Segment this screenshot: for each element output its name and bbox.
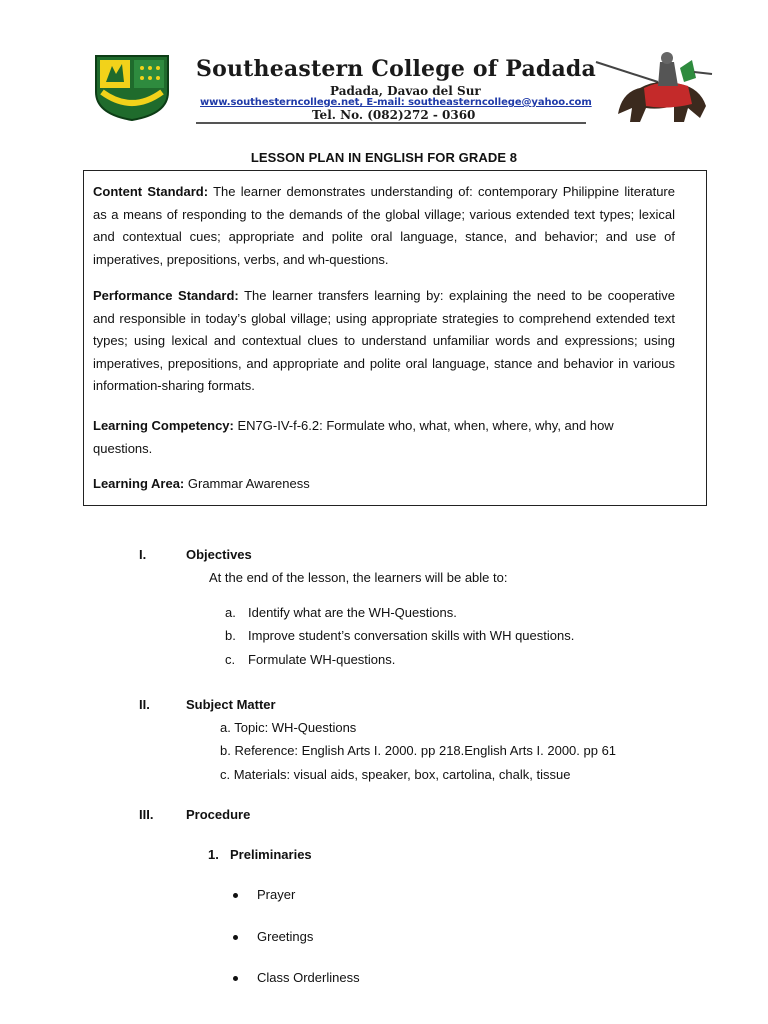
content-standard [93, 181, 675, 271]
preliminaries-number: 1. [208, 847, 219, 862]
preliminaries-heading: Preliminaries [230, 847, 312, 862]
bullet-icon [233, 893, 238, 898]
objectives-heading: Objectives [186, 547, 252, 562]
performance-standard-label: Performance Standard: [93, 288, 239, 303]
college-logo [92, 52, 172, 122]
school-web-email[interactable]: www.southesterncollege.net, E-mail: southeasterncollege@yahoo.com [200, 97, 592, 108]
objective-item: Formulate WH-questions. [248, 652, 396, 667]
objective-marker: b. [225, 628, 236, 643]
objective-item: Improve student’s conversation skills with WH questions. [248, 628, 575, 643]
subject-matter-item: c. Materials: visual aids, speaker, box, cartolina, chalk, tissue [220, 767, 571, 782]
objective-marker: c. [225, 652, 236, 667]
school-address: Padada, Davao del Sur [330, 84, 481, 98]
preliminary-item: Class Orderliness [257, 970, 360, 985]
school-telephone: Tel. No. (082)272 - 0360 [312, 108, 476, 122]
knight-on-horse-emblem [588, 48, 718, 126]
objective-marker: a. [225, 605, 236, 620]
bullet-icon [233, 935, 238, 940]
objective-item: Identify what are the WH-Questions. [248, 605, 457, 620]
objectives-numeral: I. [139, 547, 147, 562]
preliminary-item: Prayer [257, 887, 296, 902]
learning-competency-text: EN7G-IV-f-6.2: Formulate who, what, when, where, why, and how questions. [93, 418, 614, 456]
objectives-intro: At the end of the lesson, the learners will be able to: [209, 570, 508, 585]
subject-matter-heading: Subject Matter [186, 697, 276, 712]
performance-standard [93, 285, 675, 398]
content-standard-text: The learner demonstrates understanding of: contemporary Philippine literature as a means of responding to the demands of the global village; various extended text types; lexical and contextual cues; appropriate and polite oral language, stance, and behavior; and use of imperatives, prepositions, verbs, and wh-questions. [93, 184, 675, 267]
procedure-numeral: III. [139, 807, 154, 822]
header-divider [196, 122, 586, 124]
subject-matter-item: b. Reference: English Arts I. 2000. pp 218.English Arts I. 2000. pp 61 [220, 743, 617, 758]
school-name: Southeastern College of Padada [196, 56, 596, 82]
subject-matter-item: a. Topic: WH-Questions [220, 720, 357, 735]
procedure-heading: Procedure [186, 807, 251, 822]
content-standard-label: Content Standard: [93, 184, 209, 199]
learning-area-label: Learning Area: [93, 476, 185, 491]
performance-standard-text: The learner transfers learning by: explaining the need to be cooperative and responsible in today’s global village; using appropriate strategies to comprehend extended text types; using lexical and contextual clues to understand unfamiliar words and expressions; using imperatives, prepositions, and appropriate and polite oral language, stance and behavior in various information-sharing formats. [93, 288, 675, 393]
bullet-icon [233, 976, 238, 981]
learning-area [93, 473, 675, 496]
learning-competency-label: Learning Competency: [93, 418, 234, 433]
document-title: LESSON PLAN IN ENGLISH FOR GRADE 8 [250, 150, 518, 165]
learning-competency [93, 415, 675, 460]
preliminary-item: Greetings [257, 929, 314, 944]
learning-area-text: Grammar Awareness [187, 476, 310, 491]
subject-matter-numeral: II. [139, 697, 150, 712]
